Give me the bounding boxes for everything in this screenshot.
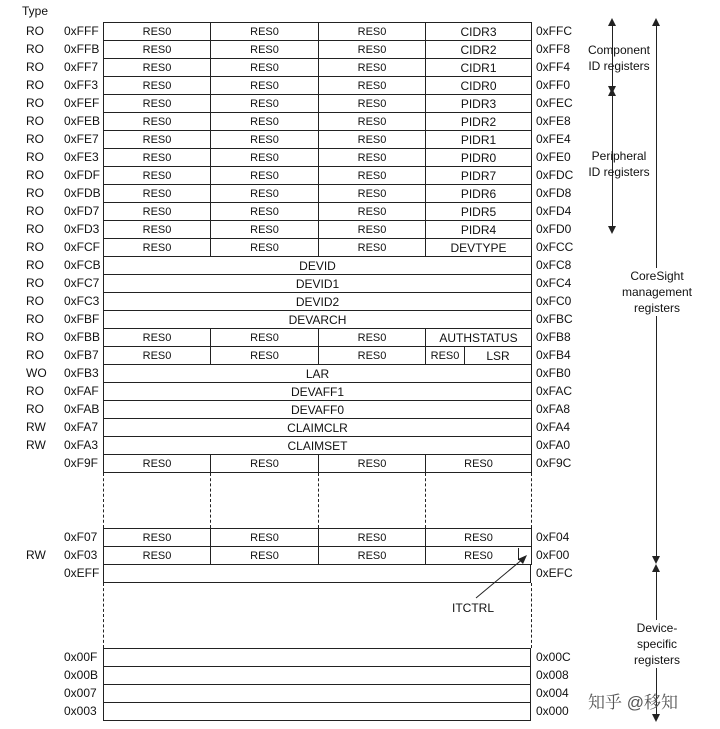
row-field-3-2: RES0 xyxy=(318,76,426,95)
row-address-left-8: 0xFDF xyxy=(64,168,100,182)
component-label-line2: ID registers xyxy=(588,59,650,73)
row-type-20: RO xyxy=(26,384,44,398)
peripheral-label-line1: Peripheral xyxy=(591,149,647,163)
row-type-4: RO xyxy=(26,96,44,110)
row-field-11-2: RES0 xyxy=(318,220,426,239)
row-type-1: RO xyxy=(26,42,44,56)
row-field-10-3: PIDR5 xyxy=(425,202,532,221)
bottom-address-right-1: 0x008 xyxy=(536,668,569,682)
type-header: Type xyxy=(22,4,49,18)
row-field-2-1: RES0 xyxy=(210,58,319,77)
row-field-2-0: RES0 xyxy=(103,58,211,77)
row-address-right-20: 0xFAC xyxy=(536,384,573,398)
row-type-18: RO xyxy=(26,348,44,362)
blank-address-right-0: 0xEFC xyxy=(536,566,573,580)
row-address-left-6: 0xFE7 xyxy=(64,132,99,146)
row-address-left-21: 0xFAB xyxy=(64,402,100,416)
coresight-label-line3: registers xyxy=(633,301,680,315)
row-address-right-23: 0xFA0 xyxy=(536,438,571,452)
lower-row-field-1-1: RES0 xyxy=(210,546,319,565)
row-type-5: RO xyxy=(26,114,44,128)
row-address-right-17: 0xFB8 xyxy=(536,330,571,344)
peripheral-label-line2: ID registers xyxy=(588,165,650,179)
bottom-address-right-2: 0x004 xyxy=(536,686,569,700)
row-address-right-4: 0xFEC xyxy=(536,96,573,110)
row-type-7: RO xyxy=(26,150,44,164)
lower-row-address-right-0: 0xF04 xyxy=(536,530,570,544)
row-field-17-1: RES0 xyxy=(210,328,319,347)
row-address-right-14: 0xFC4 xyxy=(536,276,572,290)
row-address-right-9: 0xFD8 xyxy=(536,186,572,200)
row-field-17-0: RES0 xyxy=(103,328,211,347)
row-field-11-3: PIDR4 xyxy=(425,220,532,239)
row-type-12: RO xyxy=(26,240,44,254)
row-field-8-1: RES0 xyxy=(210,166,319,185)
row-address-left-14: 0xFC7 xyxy=(64,276,100,290)
row-field-9-0: RES0 xyxy=(103,184,211,203)
row-register-21: DEVAFF0 xyxy=(103,400,532,419)
row-field-17-2: RES0 xyxy=(318,328,426,347)
itctrl-label: ITCTRL xyxy=(452,601,494,615)
row-address-left-4: 0xFEF xyxy=(64,96,100,110)
row-register-16: DEVARCH xyxy=(103,310,532,329)
coresight-label-line2: management xyxy=(621,285,693,299)
row-type-3: RO xyxy=(26,78,44,92)
row-address-right-24: 0xF9C xyxy=(536,456,572,470)
row-register-22: CLAIMCLR xyxy=(103,418,532,437)
row-field-6-1: RES0 xyxy=(210,130,319,149)
row-field-0-0: RES0 xyxy=(103,22,211,41)
row-address-left-12: 0xFCF xyxy=(64,240,100,254)
row-field-4-2: RES0 xyxy=(318,94,426,113)
row-address-right-18: 0xFB4 xyxy=(536,348,571,362)
row-address-right-2: 0xFF4 xyxy=(536,60,571,74)
row-address-left-17: 0xFBB xyxy=(64,330,101,344)
row-type-10: RO xyxy=(26,204,44,218)
row-address-left-11: 0xFD3 xyxy=(64,222,100,236)
row-field-3-1: RES0 xyxy=(210,76,319,95)
row-type-6: RO xyxy=(26,132,44,146)
row-field-11-1: RES0 xyxy=(210,220,319,239)
row-field-5-0: RES0 xyxy=(103,112,211,131)
row-type-17: RO xyxy=(26,330,44,344)
row-field-24-1: RES0 xyxy=(210,454,319,473)
row-field-7-2: RES0 xyxy=(318,148,426,167)
row-address-left-18: 0xFB7 xyxy=(64,348,99,362)
lower-row-field-0-0: RES0 xyxy=(103,528,211,547)
row-field-7-0: RES0 xyxy=(103,148,211,167)
row-address-left-15: 0xFC3 xyxy=(64,294,100,308)
row-field-8-2: RES0 xyxy=(318,166,426,185)
row-field-10-1: RES0 xyxy=(210,202,319,221)
row-type-2: RO xyxy=(26,60,44,74)
row-register-19: LAR xyxy=(103,364,532,383)
row-field-18-3: RES0 xyxy=(425,346,465,365)
row-address-right-13: 0xFC8 xyxy=(536,258,572,272)
device-label-line1: Device- xyxy=(636,621,678,635)
bottom-address-left-0: 0x00F xyxy=(64,650,98,664)
lower-row-field-0-2: RES0 xyxy=(318,528,426,547)
row-field-2-2: RES0 xyxy=(318,58,426,77)
lower-row-address-left-1: 0xF03 xyxy=(64,548,98,562)
row-address-right-15: 0xFC0 xyxy=(536,294,572,308)
row-address-right-5: 0xFE8 xyxy=(536,114,571,128)
lower-row-field-1-3: RES0 xyxy=(425,546,532,565)
coresight-label-line1: CoreSight xyxy=(630,269,684,283)
row-field-11-0: RES0 xyxy=(103,220,211,239)
row-field-6-2: RES0 xyxy=(318,130,426,149)
device-label-line2: specific xyxy=(636,637,677,651)
row-field-1-0: RES0 xyxy=(103,40,211,59)
row-field-17-3: AUTHSTATUS xyxy=(425,328,532,347)
row-address-left-20: 0xFAF xyxy=(64,384,99,398)
row-type-0: RO xyxy=(26,24,44,38)
row-type-22: RW xyxy=(26,420,46,434)
row-field-18-0: RES0 xyxy=(103,346,211,365)
row-address-left-0: 0xFFF xyxy=(64,24,99,38)
lower-row-address-left-0: 0xF07 xyxy=(64,530,98,544)
row-address-left-9: 0xFDB xyxy=(64,186,101,200)
row-field-24-3: RES0 xyxy=(425,454,532,473)
row-address-left-23: 0xFA3 xyxy=(64,438,99,452)
lower-row-field-0-1: RES0 xyxy=(210,528,319,547)
row-field-2-3: CIDR1 xyxy=(425,58,532,77)
watermark: 知乎 @移知 xyxy=(588,693,678,712)
row-field-3-0: RES0 xyxy=(103,76,211,95)
row-type-15: RO xyxy=(26,294,44,308)
row-address-right-8: 0xFDC xyxy=(536,168,574,182)
row-field-5-3: PIDR2 xyxy=(425,112,532,131)
row-field-9-1: RES0 xyxy=(210,184,319,203)
bottom-address-right-3: 0x000 xyxy=(536,704,569,718)
row-field-4-1: RES0 xyxy=(210,94,319,113)
row-address-left-2: 0xFF7 xyxy=(64,60,99,74)
row-address-right-0: 0xFFC xyxy=(536,24,572,38)
row-address-right-7: 0xFE0 xyxy=(536,150,571,164)
lower-row-field-1-0: RES0 xyxy=(103,546,211,565)
row-field-12-1: RES0 xyxy=(210,238,319,257)
row-field-12-0: RES0 xyxy=(103,238,211,257)
row-field-6-3: PIDR1 xyxy=(425,130,532,149)
lower-row-field-1-2: RES0 xyxy=(318,546,426,565)
row-field-7-1: RES0 xyxy=(210,148,319,167)
row-field-12-2: RES0 xyxy=(318,238,426,257)
row-address-right-1: 0xFF8 xyxy=(536,42,571,56)
row-address-left-13: 0xFCB xyxy=(64,258,101,272)
row-address-left-3: 0xFF3 xyxy=(64,78,99,92)
row-address-right-16: 0xFBC xyxy=(536,312,573,326)
row-register-14: DEVID1 xyxy=(103,274,532,293)
row-type-14: RO xyxy=(26,276,44,290)
row-address-left-16: 0xFBF xyxy=(64,312,100,326)
row-field-1-2: RES0 xyxy=(318,40,426,59)
row-field-8-0: RES0 xyxy=(103,166,211,185)
row-address-right-19: 0xFB0 xyxy=(536,366,571,380)
component-label-line1: Component xyxy=(587,43,651,57)
row-field-4-0: RES0 xyxy=(103,94,211,113)
row-field-3-3: CIDR0 xyxy=(425,76,532,95)
device-label-line3: registers xyxy=(633,653,680,667)
row-address-left-22: 0xFA7 xyxy=(64,420,99,434)
row-address-left-19: 0xFB3 xyxy=(64,366,99,380)
row-address-left-1: 0xFFB xyxy=(64,42,100,56)
row-type-13: RO xyxy=(26,258,44,272)
bottom-address-left-2: 0x007 xyxy=(64,686,97,700)
row-field-12-3: DEVTYPE xyxy=(425,238,532,257)
row-field-8-3: PIDR7 xyxy=(425,166,532,185)
row-address-right-10: 0xFD4 xyxy=(536,204,572,218)
row-field-6-0: RES0 xyxy=(103,130,211,149)
row-field-9-2: RES0 xyxy=(318,184,426,203)
row-field-0-2: RES0 xyxy=(318,22,426,41)
bottom-address-left-3: 0x003 xyxy=(64,704,97,718)
row-address-left-7: 0xFE3 xyxy=(64,150,99,164)
row-field-10-2: RES0 xyxy=(318,202,426,221)
row-field-10-0: RES0 xyxy=(103,202,211,221)
row-type-9: RO xyxy=(26,186,44,200)
row-type-23: RW xyxy=(26,438,46,452)
row-field-5-1: RES0 xyxy=(210,112,319,131)
lower-row-field-0-3: RES0 xyxy=(425,528,532,547)
row-type-16: RO xyxy=(26,312,44,326)
lower-row-type-1: RW xyxy=(26,548,46,562)
row-field-1-3: CIDR2 xyxy=(425,40,532,59)
row-address-right-6: 0xFE4 xyxy=(536,132,571,146)
row-address-right-22: 0xFA4 xyxy=(536,420,571,434)
row-field-24-2: RES0 xyxy=(318,454,426,473)
blank-address-left-0: 0xEFF xyxy=(64,566,100,580)
lower-row-address-right-1: 0xF00 xyxy=(536,548,570,562)
row-address-left-5: 0xFEB xyxy=(64,114,101,128)
row-address-right-11: 0xFD0 xyxy=(536,222,572,236)
row-type-11: RO xyxy=(26,222,44,236)
row-register-20: DEVAFF1 xyxy=(103,382,532,401)
row-address-right-21: 0xFA8 xyxy=(536,402,571,416)
row-address-right-12: 0xFCC xyxy=(536,240,574,254)
row-field-18-1: RES0 xyxy=(210,346,319,365)
bottom-address-right-0: 0x00C xyxy=(536,650,571,664)
row-address-right-3: 0xFF0 xyxy=(536,78,571,92)
row-field-5-2: RES0 xyxy=(318,112,426,131)
row-register-15: DEVID2 xyxy=(103,292,532,311)
row-field-18-4: LSR xyxy=(464,346,532,365)
row-address-left-24: 0xF9F xyxy=(64,456,99,470)
row-address-left-10: 0xFD7 xyxy=(64,204,100,218)
row-field-4-3: PIDR3 xyxy=(425,94,532,113)
row-field-7-3: PIDR0 xyxy=(425,148,532,167)
bottom-address-left-1: 0x00B xyxy=(64,668,99,682)
row-register-23: CLAIMSET xyxy=(103,436,532,455)
row-type-19: WO xyxy=(26,366,47,380)
row-type-21: RO xyxy=(26,402,44,416)
row-register-13: DEVID xyxy=(103,256,532,275)
row-field-18-2: RES0 xyxy=(318,346,426,365)
row-field-1-1: RES0 xyxy=(210,40,319,59)
row-field-9-3: PIDR6 xyxy=(425,184,532,203)
row-field-24-0: RES0 xyxy=(103,454,211,473)
row-field-0-3: CIDR3 xyxy=(425,22,532,41)
row-field-0-1: RES0 xyxy=(210,22,319,41)
row-type-8: RO xyxy=(26,168,44,182)
